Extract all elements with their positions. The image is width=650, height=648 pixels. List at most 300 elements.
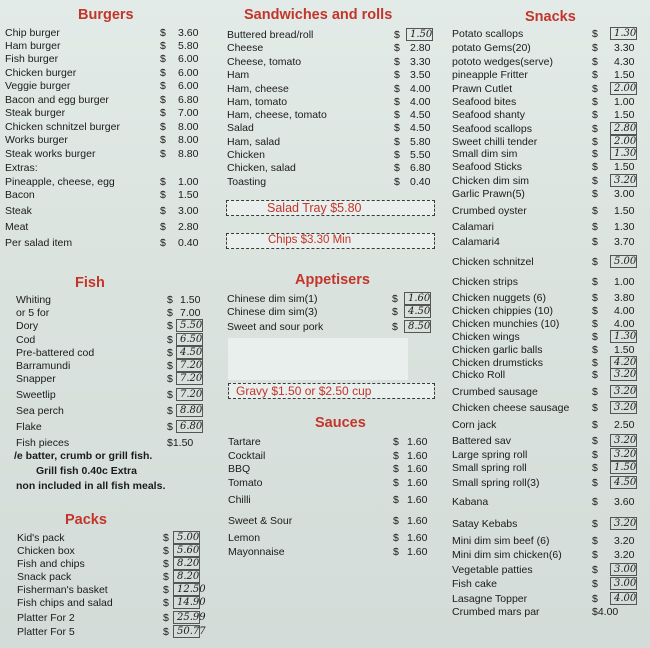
fish-item-price: 6.50 — [180, 334, 203, 345]
burgers-item-price: 6.00 — [178, 80, 199, 92]
fish-item-price: 6.80 — [180, 421, 203, 432]
sandwiches-item-currency: $ — [394, 109, 400, 121]
snacks-item-currency: $ — [592, 276, 598, 288]
sandwiches-item-price: 3.50 — [410, 69, 431, 81]
burgers-item-price: 2.80 — [178, 221, 199, 233]
burgers-item-name: Steak works burger — [5, 148, 96, 160]
snacks-item-price: 2.00 — [614, 136, 637, 147]
snacks-item-name: Small spring roll(3) — [452, 477, 540, 489]
fish-item-currency: $ — [167, 320, 173, 332]
burgers-item-price: 0.40 — [178, 237, 199, 249]
snacks-item-name: Fish cake — [452, 578, 497, 590]
snacks-item-currency: $ — [592, 83, 598, 95]
snacks-item-currency: $ — [592, 236, 598, 248]
sauces-item-name: BBQ — [228, 463, 251, 475]
snacks-item-currency: $ — [592, 386, 598, 398]
sandwiches-item-price: 1.50 — [410, 29, 433, 40]
fish-item-name: Dory — [16, 320, 39, 332]
snacks-item-price: 1.50 — [614, 109, 635, 121]
snacks-item-price: 3.60 — [614, 496, 635, 508]
sandwiches-item-name: Toasting — [227, 176, 267, 188]
snacks-item-name: Crumbed mars par — [452, 606, 540, 618]
heading-sandwiches: Sandwiches and rolls — [244, 7, 393, 23]
snacks-item-name: Battered sav — [452, 435, 511, 447]
sandwiches-item-price: 5.50 — [410, 149, 431, 161]
burgers-item-name: Meat — [5, 221, 29, 233]
snacks-item-name: Seafood shanty — [452, 109, 525, 121]
snacks-item-price: 3.20 — [614, 518, 637, 529]
fish-item-name: Flake — [16, 421, 42, 433]
fish-item-price: 7.20 — [180, 389, 203, 400]
snacks-item-name: Prawn Cutlet — [452, 83, 513, 95]
snacks-item-name: Chicken cheese sausage — [452, 402, 570, 414]
snacks-item-price: 1.50 — [614, 462, 637, 473]
burgers-item-price: 1.00 — [178, 176, 199, 188]
sandwiches-item-currency: $ — [394, 56, 400, 68]
packs-item-price: 5.00 — [177, 532, 200, 543]
sandwiches-item-price: 4.00 — [410, 83, 431, 95]
burgers-item-price: 8.00 — [178, 121, 199, 133]
sauces-item-currency: $ — [393, 463, 399, 475]
snacks-item-name: Crumbed oyster — [452, 205, 527, 217]
burgers-item-price: 6.00 — [178, 53, 199, 65]
packs-item-currency: $ — [163, 532, 169, 544]
sandwiches-item-price: 2.80 — [410, 42, 431, 54]
snacks-item-currency: $ — [592, 42, 598, 54]
snacks-item-currency: $ — [592, 28, 598, 40]
snacks-item-price: 4.00 — [614, 593, 637, 604]
burgers-item-currency: $ — [160, 67, 166, 79]
sandwiches-item-price: 6.80 — [410, 162, 431, 174]
fish-item-currency: $ — [167, 389, 173, 401]
burgers-item-price: 6.00 — [178, 67, 199, 79]
fish-item-price: 5.50 — [180, 320, 203, 331]
burgers-item-name: Fish burger — [5, 53, 59, 65]
burgers-item-price: 3.00 — [178, 205, 199, 217]
snacks-item-price: 1.30 — [614, 28, 637, 39]
appetisers-item-currency: $ — [392, 321, 398, 333]
sauces-item-price: 1.60 — [407, 450, 428, 462]
sauces-item-name: Tartare — [228, 436, 261, 448]
sauces-item-price: 1.60 — [407, 515, 428, 527]
packs-item-name: Fish chips and salad — [17, 597, 113, 609]
snacks-item-currency: $ — [592, 96, 598, 108]
burgers-item-currency: $ — [160, 176, 166, 188]
burgers-item-currency: $ — [160, 134, 166, 146]
snacks-item-price: 4.30 — [614, 56, 635, 68]
snacks-item-currency: $ — [592, 593, 598, 605]
packs-item-price: 5.60 — [177, 545, 200, 556]
snacks-item-currency: $ — [592, 123, 598, 135]
packs-item-price: 8.20 — [177, 558, 200, 569]
burgers-item-name: Steak — [5, 205, 32, 217]
fish-item-currency: $ — [167, 334, 173, 346]
snacks-item-name: Chicken drumsticks — [452, 357, 544, 369]
sauces-item-price: 1.60 — [407, 436, 428, 448]
burgers-item-price: 6.80 — [178, 94, 199, 106]
sauces-item-currency: $ — [393, 515, 399, 527]
sandwiches-item-name: Cheese — [227, 42, 264, 54]
fish-item-currency: $ — [167, 307, 173, 319]
sauces-item-name: Chilli — [228, 494, 251, 506]
snacks-item-name: Chicken nuggets (6) — [452, 292, 546, 304]
packs-item-currency: $ — [163, 545, 169, 557]
heading-snacks: Snacks — [525, 9, 576, 25]
sandwiches-item-currency: $ — [394, 69, 400, 81]
burgers-item-currency: $ — [160, 205, 166, 217]
sandwiches-item-price: 5.80 — [410, 136, 431, 148]
fish-item-currency: $ — [167, 373, 173, 385]
packs-item-currency: $ — [163, 626, 169, 638]
heading-sauces: Sauces — [315, 415, 366, 431]
sandwiches-item-currency: $ — [394, 136, 400, 148]
snacks-item-price: 3.20 — [614, 449, 637, 460]
sauces-item-price: 1.60 — [407, 463, 428, 475]
sauces-item-name: Lemon — [228, 532, 261, 544]
sauces-item-price: 1.60 — [407, 546, 428, 558]
snacks-item-price: 2.80 — [614, 123, 637, 134]
salad-tray-text: Salad Tray $5.80 — [267, 201, 362, 215]
snacks-item-price: 4.20 — [614, 357, 637, 368]
snacks-item-currency: $ — [592, 205, 598, 217]
burgers-item-currency: $ — [160, 107, 166, 119]
snacks-item-price: 2.00 — [614, 83, 637, 94]
fish-item-currency: $ — [167, 405, 173, 417]
snacks-item-price: 1.00 — [614, 96, 635, 108]
burgers-item-name: Veggie burger — [5, 80, 71, 92]
snacks-item-price: 1.50 — [614, 161, 635, 173]
snacks-item-name: Small spring roll — [452, 462, 527, 474]
burgers-item-name: Bacon and egg burger — [5, 94, 109, 106]
snacks-item-name: Chicken dim sim — [452, 175, 530, 187]
burgers-item-price: 7.00 — [178, 107, 199, 119]
fish-item-name: Pre-battered cod — [16, 347, 95, 359]
packs-item-name: Chicken box — [17, 545, 75, 557]
snacks-item-name: Garlic Prawn(5) — [452, 188, 525, 200]
snacks-item-currency: $ — [592, 148, 598, 160]
snacks-item-price: 3.00 — [614, 564, 637, 575]
sauces-item-currency: $ — [393, 450, 399, 462]
burgers-item-price: 5.80 — [178, 40, 199, 52]
snacks-item-name: Kabana — [452, 496, 489, 508]
burgers-item-name: Per salad item — [5, 237, 73, 249]
snacks-item-name: Calamari — [452, 221, 495, 233]
sandwiches-item-name: Ham — [227, 69, 250, 81]
sandwiches-item-currency: $ — [394, 176, 400, 188]
heading-burgers: Burgers — [78, 7, 134, 23]
snacks-item-name: Calamari4 — [452, 236, 500, 248]
packs-item-name: Platter For 2 — [17, 612, 75, 624]
sandwiches-item-currency: $ — [394, 162, 400, 174]
fish-item-name: Sweetlip — [16, 389, 56, 401]
snacks-item-price: 4.00 — [614, 318, 635, 330]
sandwiches-item-name: Ham, cheese — [227, 83, 289, 95]
snacks-item-currency: $ — [592, 305, 598, 317]
blank-menu-strip — [228, 338, 408, 380]
appetisers-item-price: 1.60 — [408, 293, 431, 304]
sandwiches-item-name: Buttered bread/roll — [227, 29, 314, 41]
snacks-item-name: Corn jack — [452, 419, 497, 431]
packs-item-name: Fisherman's basket — [17, 584, 108, 596]
snacks-item-currency: $ — [592, 175, 598, 187]
packs-item-price: 50.77 — [177, 626, 206, 637]
packs-item-price: 12.50 — [177, 584, 206, 595]
fish-item-currency: $ — [167, 347, 173, 359]
sandwiches-item-name: Chicken — [227, 149, 265, 161]
snacks-item-currency: $ — [592, 357, 598, 369]
snacks-item-price: 1.50 — [614, 344, 635, 356]
fish-item-name: Cod — [16, 334, 36, 346]
burgers-item-currency: $ — [160, 53, 166, 65]
fish-item-name: Sea perch — [16, 405, 64, 417]
gravy-text: Gravy $1.50 or $2.50 cup — [236, 384, 372, 398]
snacks-item-name: potato Gems(20) — [452, 42, 531, 54]
burgers-item-currency: $ — [160, 237, 166, 249]
snacks-item-price: 2.50 — [614, 419, 635, 431]
sandwiches-item-name: Ham, cheese, tomato — [227, 109, 327, 121]
snacks-item-price: 3.20 — [614, 386, 637, 397]
sandwiches-item-price: 4.50 — [410, 109, 431, 121]
sauces-item-name: Mayonnaise — [228, 546, 285, 558]
snacks-item-name: Seafood bites — [452, 96, 517, 108]
packs-item-currency: $ — [163, 558, 169, 570]
snacks-item-currency: $ — [592, 188, 598, 200]
snacks-item-name: pineapple Fritter — [452, 69, 528, 81]
sandwiches-item-price: 4.00 — [410, 96, 431, 108]
snacks-item-price: 1.30 — [614, 148, 637, 159]
fish-item-name: Barramundi — [16, 360, 71, 372]
burgers-item-currency: $ — [160, 27, 166, 39]
packs-item-name: Snack pack — [17, 571, 72, 583]
appetisers-item-price: 8.50 — [408, 321, 431, 332]
burgers-item-currency: $ — [160, 121, 166, 133]
snacks-item-currency: $ — [592, 369, 598, 381]
packs-item-name: Fish and chips — [17, 558, 85, 570]
snacks-item-price: 4.50 — [614, 477, 637, 488]
fish-note-2: Grill fish 0.40c Extra — [36, 465, 137, 477]
burgers-item-name: Chip burger — [5, 27, 60, 39]
snacks-item-name: Seafood scallops — [452, 123, 532, 135]
snacks-item-currency: $ — [592, 109, 598, 121]
sauces-item-name: Tomato — [228, 477, 263, 489]
snacks-item-currency: $ — [592, 344, 598, 356]
snacks-item-name: pototo wedges(serve) — [452, 56, 553, 68]
fish-note-3: non included in all fish meals. — [16, 480, 166, 492]
burgers-item-name: Bacon — [5, 189, 35, 201]
packs-item-currency: $ — [163, 612, 169, 624]
appetisers-item-name: Chinese dim sim(3) — [227, 306, 318, 318]
snacks-item-currency: $ — [592, 331, 598, 343]
sauces-item-price: 1.60 — [407, 532, 428, 544]
snacks-item-price: 3.80 — [614, 292, 635, 304]
burgers-item-currency: $ — [160, 80, 166, 92]
fish-item-currency: $ — [167, 294, 173, 306]
snacks-item-price: 3.30 — [614, 42, 635, 54]
sandwiches-item-currency: $ — [394, 96, 400, 108]
sandwiches-item-price: 0.40 — [410, 176, 431, 188]
snacks-item-name: Satay Kebabs — [452, 518, 518, 530]
snacks-item-name: Vegetable patties — [452, 564, 533, 576]
burgers-item-currency: $ — [160, 148, 166, 160]
snacks-item-currency: $ — [592, 136, 598, 148]
sauces-item-currency: $ — [393, 532, 399, 544]
appetisers-item-currency: $ — [392, 293, 398, 305]
snacks-item-currency: $ — [592, 535, 598, 547]
snacks-item-currency: $ — [592, 56, 598, 68]
snacks-item-currency: $ — [592, 435, 598, 447]
snacks-item-currency: $ — [592, 256, 598, 268]
appetisers-item-name: Sweet and sour pork — [227, 321, 324, 333]
fish-item-name: Whiting — [16, 294, 52, 306]
snacks-item-price: $4.00 — [592, 606, 619, 618]
sandwiches-item-currency: $ — [394, 149, 400, 161]
snacks-item-price: 3.20 — [614, 535, 635, 547]
burgers-item-price: 8.80 — [178, 148, 199, 160]
snacks-item-price: 1.50 — [614, 69, 635, 81]
snacks-item-name: Small dim sim — [452, 148, 518, 160]
snacks-item-currency: $ — [592, 419, 598, 431]
snacks-item-name: Chicken chippies (10) — [452, 305, 553, 317]
burgers-item-currency: $ — [160, 189, 166, 201]
snacks-item-name: Mini dim sim beef (6) — [452, 535, 550, 547]
snacks-item-price: 1.30 — [614, 221, 635, 233]
sandwiches-item-name: Cheese, tomato — [227, 56, 302, 68]
snacks-item-currency: $ — [592, 69, 598, 81]
fish-item-price: 1.50 — [180, 294, 201, 306]
sauces-item-price: 1.60 — [407, 477, 428, 489]
snacks-item-name: Chicken schnitzel — [452, 256, 534, 268]
sauces-item-price: 1.60 — [407, 494, 428, 506]
fish-item-price: 7.20 — [180, 373, 203, 384]
fish-item-name: Snapper — [16, 373, 56, 385]
packs-item-name: Kid's pack — [17, 532, 65, 544]
snacks-item-name: Potato scallops — [452, 28, 524, 40]
fish-item-currency: $ — [167, 360, 173, 372]
snacks-item-currency: $ — [592, 549, 598, 561]
snacks-item-currency: $ — [592, 402, 598, 414]
snacks-item-currency: $ — [592, 477, 598, 489]
appetisers-item-currency: $ — [392, 306, 398, 318]
snacks-item-currency: $ — [592, 292, 598, 304]
sauces-item-currency: $ — [393, 494, 399, 506]
fish-item-name: Fish pieces — [16, 437, 70, 449]
snacks-item-name: Large spring roll — [452, 449, 528, 461]
snacks-item-name: Crumbed sausage — [452, 386, 538, 398]
snacks-item-currency: $ — [592, 462, 598, 474]
appetisers-item-price: 4.50 — [408, 306, 431, 317]
burgers-item-price: 3.60 — [178, 27, 199, 39]
fish-item-price: 7.00 — [180, 307, 201, 319]
burgers-item-name: Pineapple, cheese, egg — [5, 176, 115, 188]
burgers-item-price: 8.00 — [178, 134, 199, 146]
snacks-item-price: 3.70 — [614, 236, 635, 248]
fish-note-1: /e batter, crumb or grill fish. — [14, 450, 153, 462]
snacks-item-price: 3.20 — [614, 369, 637, 380]
snacks-item-currency: $ — [592, 518, 598, 530]
burgers-item-currency: $ — [160, 221, 166, 233]
snacks-item-price: 1.50 — [614, 205, 635, 217]
burgers-item-name: Works burger — [5, 134, 68, 146]
snacks-item-name: Mini dim sim chicken(6) — [452, 549, 562, 561]
sandwiches-item-currency: $ — [394, 29, 400, 41]
sandwiches-item-name: Ham, tomato — [227, 96, 288, 108]
burgers-item-price: 1.50 — [178, 189, 199, 201]
snacks-item-price: 3.20 — [614, 549, 635, 561]
packs-item-price: 25.99 — [177, 612, 206, 623]
snacks-item-name: Lasagne Topper — [452, 593, 528, 605]
packs-item-currency: $ — [163, 571, 169, 583]
fish-item-currency: $ — [167, 421, 173, 433]
snacks-item-currency: $ — [592, 578, 598, 590]
snacks-item-price: 3.20 — [614, 435, 637, 446]
burgers-item-name: Chicken schnitzel burger — [5, 121, 120, 133]
heading-appetisers: Appetisers — [295, 272, 370, 288]
heading-packs: Packs — [65, 512, 107, 528]
fish-item-price: 8.80 — [180, 405, 203, 416]
sandwiches-item-name: Chicken, salad — [227, 162, 296, 174]
snacks-item-name: Seafood Sticks — [452, 161, 523, 173]
heading-fish: Fish — [75, 275, 105, 291]
sandwiches-item-name: Salad — [227, 122, 254, 134]
fish-item-price: 7.20 — [180, 360, 203, 371]
snacks-item-price: 3.20 — [614, 175, 637, 186]
burgers-item-name: Chicken burger — [5, 67, 77, 79]
sandwiches-item-name: Ham, salad — [227, 136, 281, 148]
fish-item-price: $1.50 — [167, 437, 194, 449]
snacks-item-name: Chicken strips — [452, 276, 518, 288]
packs-item-currency: $ — [163, 597, 169, 609]
snacks-item-name: Chicken munchies (10) — [452, 318, 560, 330]
sandwiches-item-currency: $ — [394, 42, 400, 54]
burgers-item-currency: $ — [160, 40, 166, 52]
fish-item-price: 4.50 — [180, 347, 203, 358]
sauces-item-currency: $ — [393, 436, 399, 448]
snacks-item-currency: $ — [592, 221, 598, 233]
sandwiches-item-price: 3.30 — [410, 56, 431, 68]
snacks-item-name: Sweet chilli tender — [452, 136, 538, 148]
snacks-item-name: Chicken wings — [452, 331, 520, 343]
sauces-item-name: Sweet & Sour — [228, 515, 293, 527]
snacks-item-price: 1.30 — [614, 331, 637, 342]
snacks-item-name: Chicko Roll — [452, 369, 506, 381]
burgers-item-name: Steak burger — [5, 107, 66, 119]
packs-item-price: 8.20 — [177, 571, 200, 582]
sandwiches-item-currency: $ — [394, 83, 400, 95]
snacks-item-price: 5.00 — [614, 256, 637, 267]
sandwiches-item-price: 4.50 — [410, 122, 431, 134]
burgers-item-currency: $ — [160, 94, 166, 106]
snacks-item-currency: $ — [592, 449, 598, 461]
snacks-item-price: 4.00 — [614, 305, 635, 317]
snacks-item-price: 3.00 — [614, 578, 637, 589]
snacks-item-currency: $ — [592, 318, 598, 330]
burgers-item-name: Extras: — [5, 162, 38, 174]
snacks-item-price: 1.00 — [614, 276, 635, 288]
snacks-item-name: Chicken garlic balls — [452, 344, 543, 356]
sauces-item-currency: $ — [393, 546, 399, 558]
snacks-item-currency: $ — [592, 161, 598, 173]
burgers-item-name: Ham burger — [5, 40, 61, 52]
snacks-item-currency: $ — [592, 496, 598, 508]
packs-item-name: Platter For 5 — [17, 626, 75, 638]
appetisers-item-name: Chinese dim sim(1) — [227, 293, 318, 305]
snacks-item-currency: $ — [592, 564, 598, 576]
sauces-item-name: Cocktail — [228, 450, 266, 462]
packs-item-price: 14.90 — [177, 597, 206, 608]
packs-item-currency: $ — [163, 584, 169, 596]
snacks-item-price: 3.20 — [614, 402, 637, 413]
sandwiches-item-currency: $ — [394, 122, 400, 134]
